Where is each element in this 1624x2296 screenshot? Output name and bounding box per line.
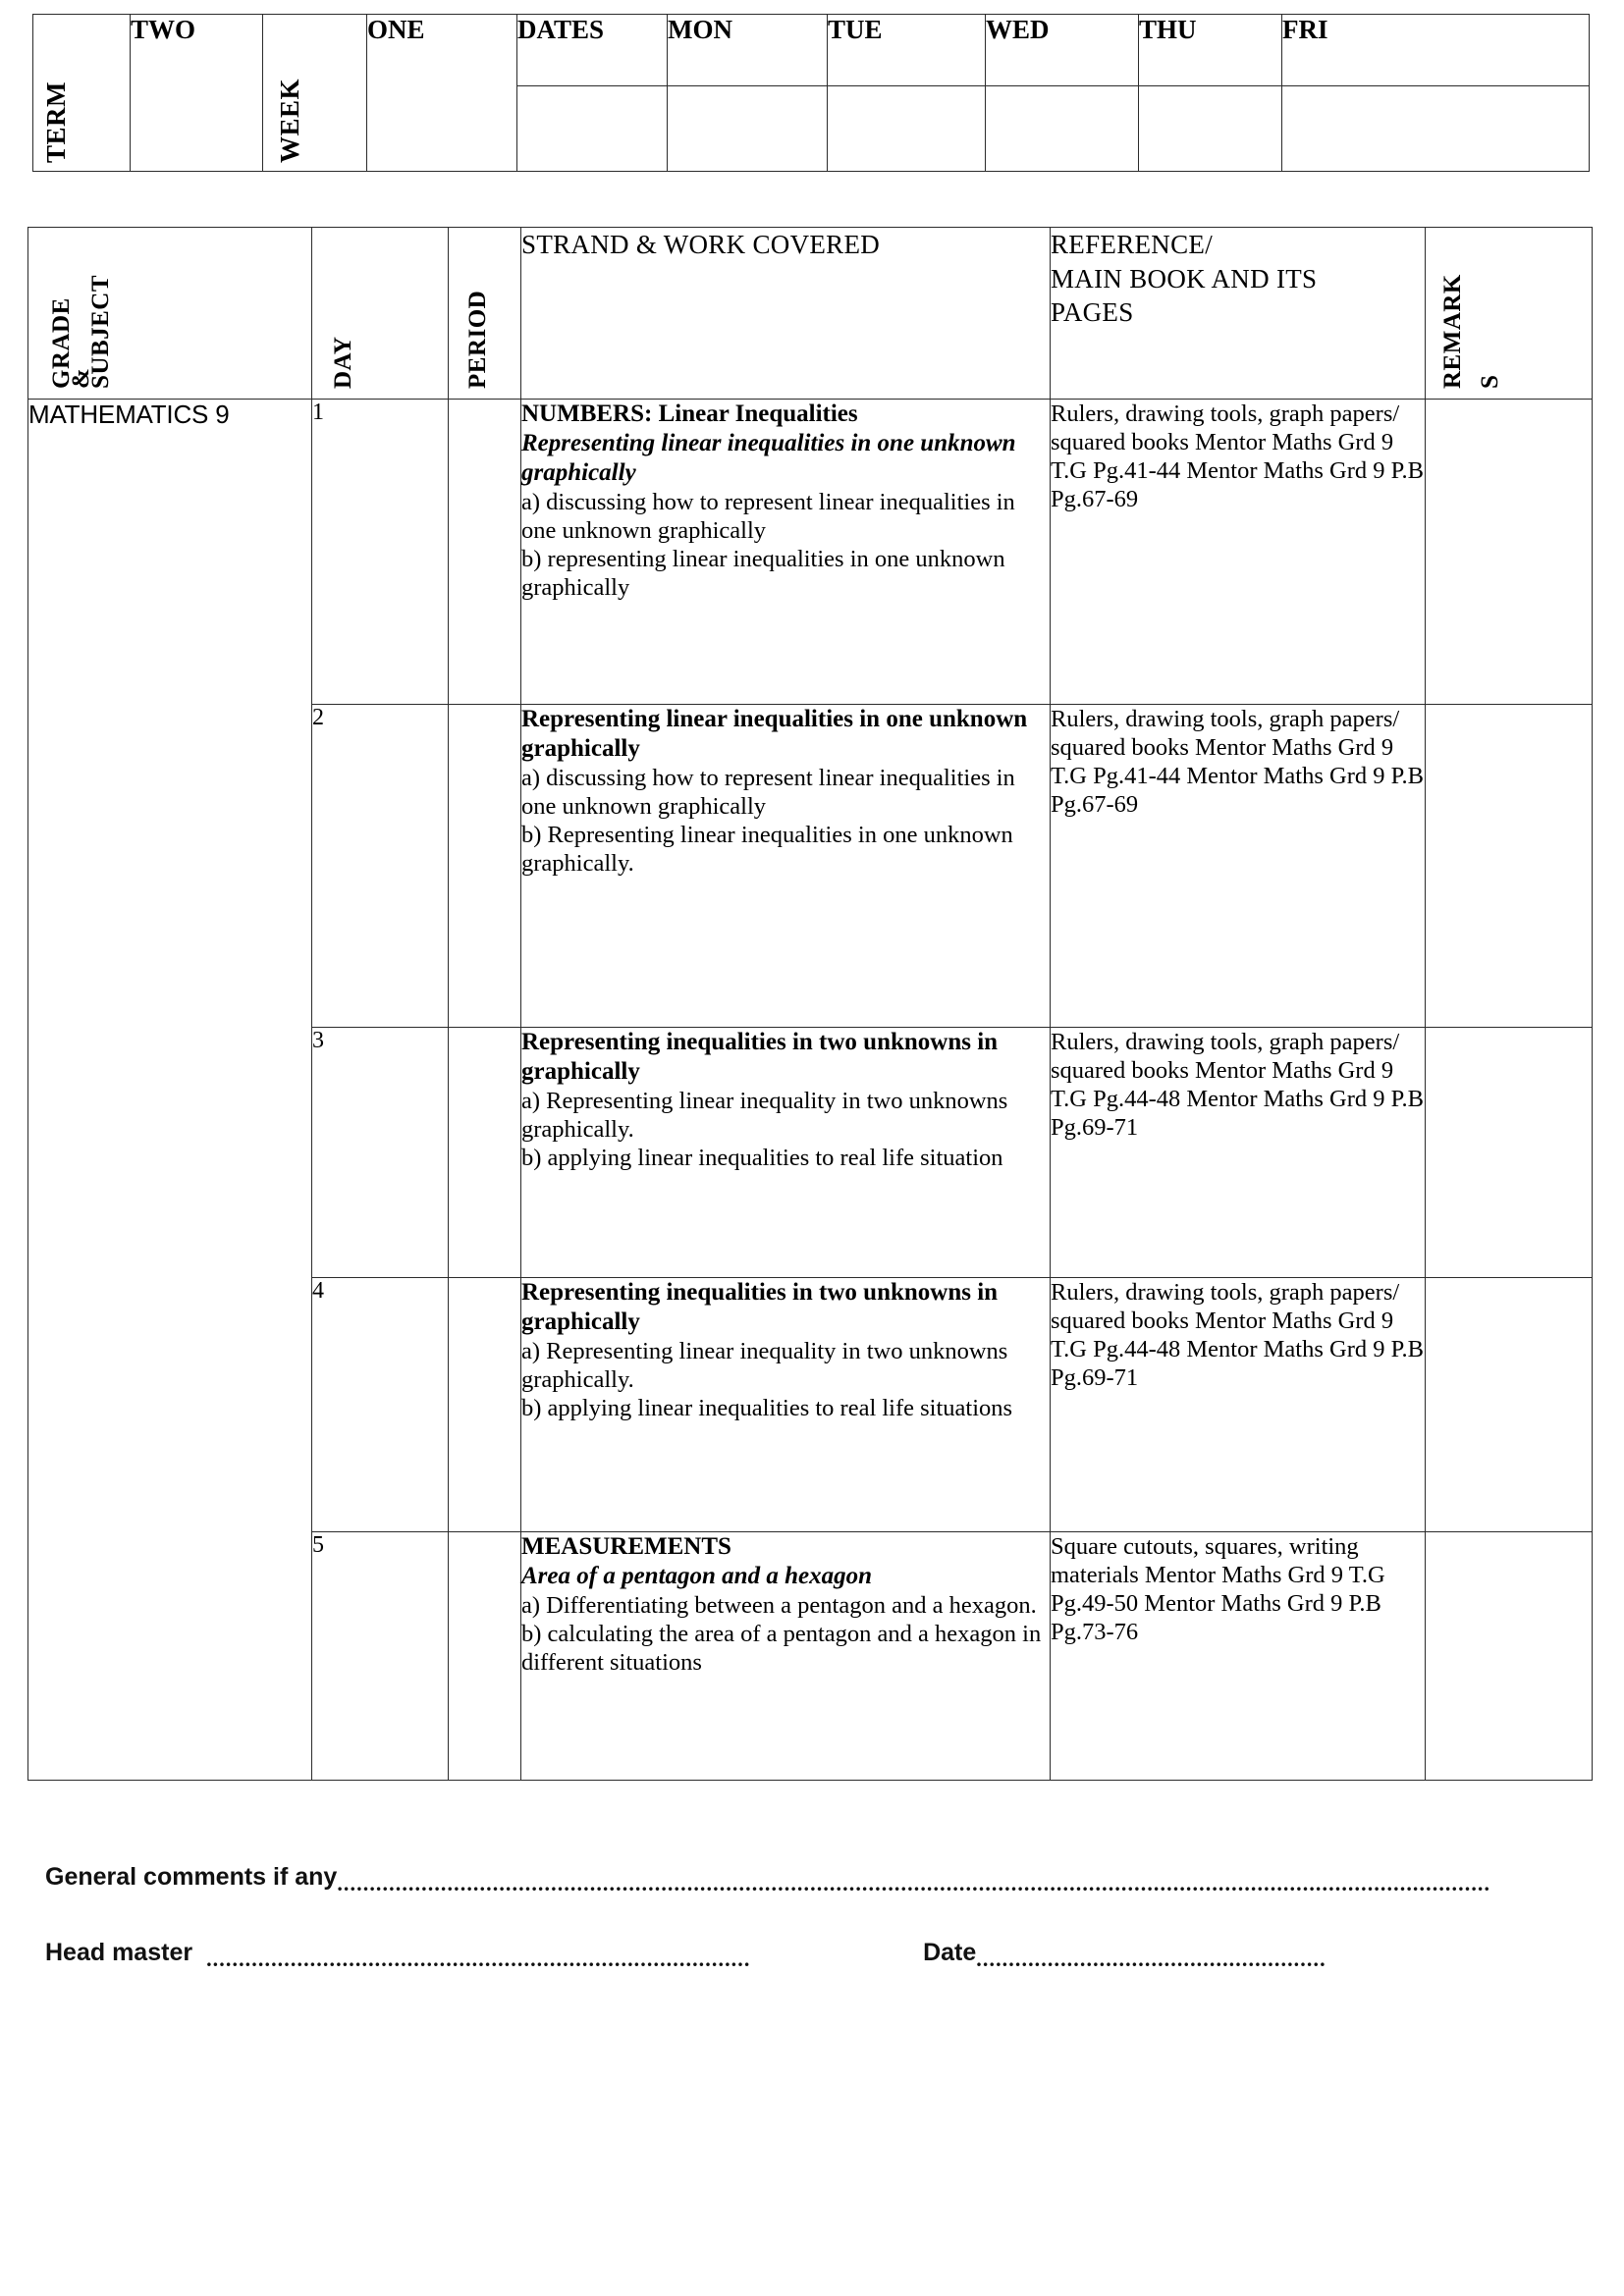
- strand-heading-italic: Representing linear inequalities in one unknown graphically: [521, 430, 1016, 486]
- week-label: WEEK: [274, 78, 304, 163]
- strand-heading-bold: MEASUREMENTS: [521, 1533, 731, 1560]
- footer: [45, 1863, 1577, 1971]
- mon-header: MON: [668, 15, 828, 86]
- reference-header-cell: [1051, 228, 1426, 400]
- remarks-cell[interactable]: [1426, 1028, 1593, 1278]
- strand-activity-b: b) applying linear inequalities to real life situation: [521, 1145, 1003, 1172]
- reference-header-line1: REFERENCE/: [1051, 230, 1214, 259]
- period-cell[interactable]: [449, 1532, 521, 1781]
- period-cell[interactable]: [449, 1028, 521, 1278]
- remarks-header-cell: [1426, 228, 1593, 400]
- remarks-header-line2: S: [1477, 374, 1503, 389]
- reference-cell[interactable]: Rulers, drawing tools, graph papers/ squared books Mentor Maths Grd 9 T.G Pg.41-44 Mentor Maths Grd 9 P.B Pg.67-69: [1051, 705, 1426, 1028]
- week-value-cell[interactable]: ONE: [367, 15, 517, 172]
- head-master-date-line: [45, 1939, 1577, 1971]
- period-header-cell: [449, 228, 521, 400]
- remarks-cell[interactable]: [1426, 1278, 1593, 1532]
- tue-header: TUE: [828, 15, 986, 86]
- strand-heading-bold: NUMBERS: Linear Inequalities: [521, 400, 858, 427]
- scheme-of-work-table: [27, 227, 1593, 1781]
- grade-subject-header-line2: &: [68, 367, 94, 389]
- reference-header-line3: PAGES: [1051, 297, 1134, 328]
- strand-activity-b: b) calculating the area of a pentagon and a hexagon in different situations: [521, 1621, 1042, 1677]
- remarks-header-line1: REMARK: [1439, 274, 1466, 389]
- head-master-label: Head master: [45, 1939, 193, 1966]
- general-comments-input[interactable]: ..................................................................................................................................................................................: [337, 1871, 1491, 1896]
- strand-activity-a: a) discussing how to represent linear inequalities in one unknown graphically: [521, 489, 1015, 545]
- head-master-input[interactable]: ....................................................................................: [206, 1947, 751, 1971]
- top-table-header-row: [33, 15, 1590, 86]
- scheme-header-row: [28, 228, 1593, 400]
- period-cell[interactable]: [449, 400, 521, 705]
- strand-cell[interactable]: [521, 400, 1051, 705]
- remarks-cell[interactable]: [1426, 705, 1593, 1028]
- dates-value-cell[interactable]: [517, 86, 668, 172]
- grade-subject-header-line1: GRADE: [48, 297, 75, 389]
- day-cell[interactable]: 1: [312, 400, 449, 705]
- tue-value-cell[interactable]: [828, 86, 986, 172]
- strand-activity-b: b) representing linear inequalities in one unknown graphically: [521, 546, 1005, 602]
- dates-header: DATES: [517, 15, 668, 86]
- date-label: Date: [923, 1939, 977, 1966]
- term-value-cell[interactable]: TWO: [131, 15, 263, 172]
- reference-header-line2: MAIN BOOK AND ITS: [1051, 263, 1318, 294]
- grade-subject-header-cell: [28, 228, 312, 400]
- strand-activity-a: a) Representing linear inequality in two unknowns graphically.: [521, 1088, 1008, 1144]
- strand-cell[interactable]: [521, 1028, 1051, 1278]
- reference-cell[interactable]: Rulers, drawing tools, graph papers/ squared books Mentor Maths Grd 9 T.G Pg.44-48 Mentor Maths Grd 9 P.B Pg.69-71: [1051, 1278, 1426, 1532]
- reference-cell[interactable]: Rulers, drawing tools, graph papers/ squared books Mentor Maths Grd 9 T.G Pg.44-48 Mentor Maths Grd 9 P.B Pg.69-71: [1051, 1028, 1426, 1278]
- day-cell[interactable]: 4: [312, 1278, 449, 1532]
- date-input[interactable]: ......................................................: [976, 1947, 1326, 1971]
- period-cell[interactable]: [449, 705, 521, 1028]
- term-week-table: [32, 14, 1590, 172]
- term-label-cell: [33, 15, 131, 172]
- strand-heading-bold: Representing inequalities in two unknowns in graphically: [521, 1029, 999, 1085]
- grade-subject-header-line3: SUBJECT: [87, 274, 114, 389]
- week-label-cell: [263, 15, 367, 172]
- strand-activity-b: b) Representing linear inequalities in one unknown graphically.: [521, 822, 1013, 878]
- day-header-cell: [312, 228, 449, 400]
- general-comments-line: [45, 1863, 1577, 1896]
- reference-cell[interactable]: Rulers, drawing tools, graph papers/ squared books Mentor Maths Grd 9 T.G Pg.41-44 Mentor Maths Grd 9 P.B Pg.67-69: [1051, 400, 1426, 705]
- strand-activity-a: a) Differentiating between a pentagon and a hexagon.: [521, 1592, 1037, 1619]
- strand-activity-a: a) discussing how to represent linear inequalities in one unknown graphically: [521, 765, 1015, 821]
- term-label: TERM: [41, 81, 71, 163]
- period-cell[interactable]: [449, 1278, 521, 1532]
- mon-value-cell[interactable]: [668, 86, 828, 172]
- reference-cell[interactable]: Square cutouts, squares, writing materials Mentor Maths Grd 9 T.G Pg.49-50 Mentor Maths Grd 9 P.B Pg.73-76: [1051, 1532, 1426, 1781]
- day-cell[interactable]: 3: [312, 1028, 449, 1278]
- strand-header-cell: STRAND & WORK COVERED: [521, 228, 1051, 400]
- day-cell[interactable]: 2: [312, 705, 449, 1028]
- strand-activity-a: a) Representing linear inequality in two unknowns graphically.: [521, 1338, 1008, 1394]
- strand-cell[interactable]: [521, 1278, 1051, 1532]
- thu-header: THU: [1139, 15, 1282, 86]
- strand-cell[interactable]: [521, 705, 1051, 1028]
- table-row: [28, 400, 1593, 705]
- remarks-cell[interactable]: [1426, 1532, 1593, 1781]
- period-header: PERIOD: [464, 290, 491, 389]
- day-cell[interactable]: 5: [312, 1532, 449, 1781]
- day-header: DAY: [330, 336, 356, 389]
- thu-value-cell[interactable]: [1139, 86, 1282, 172]
- wed-header: WED: [986, 15, 1139, 86]
- strand-activity-b: b) applying linear inequalities to real life situations: [521, 1395, 1013, 1422]
- strand-heading-italic: Area of a pentagon and a hexagon: [521, 1563, 872, 1589]
- fri-value-cell[interactable]: [1282, 86, 1590, 172]
- fri-header: FRI: [1282, 15, 1590, 86]
- strand-cell[interactable]: [521, 1532, 1051, 1781]
- wed-value-cell[interactable]: [986, 86, 1139, 172]
- strand-heading-bold: Representing inequalities in two unknowns in graphically: [521, 1279, 999, 1335]
- strand-heading-bold: Representing linear inequalities in one unknown graphically: [521, 706, 1028, 762]
- general-comments-label: General comments if any: [45, 1863, 338, 1891]
- subject-cell[interactable]: MATHEMATICS 9: [28, 400, 312, 1781]
- remarks-cell[interactable]: [1426, 400, 1593, 705]
